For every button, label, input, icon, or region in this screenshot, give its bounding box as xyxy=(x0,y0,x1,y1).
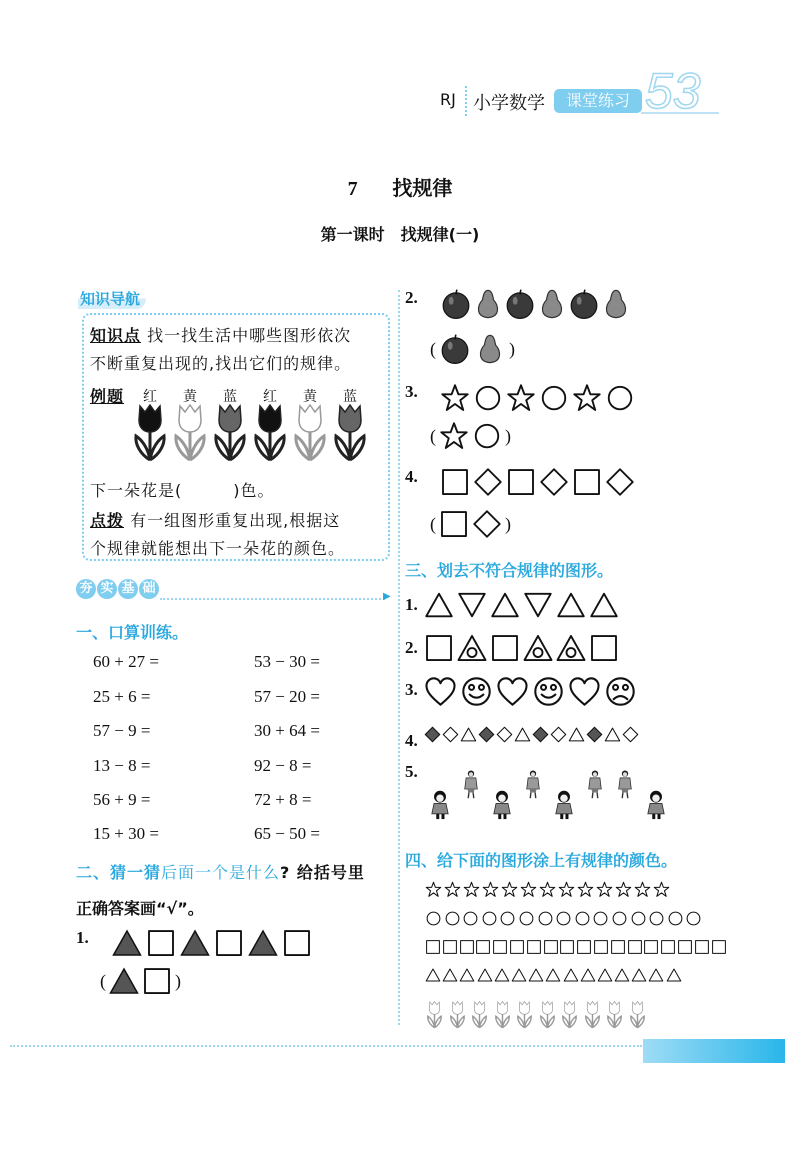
star-icon xyxy=(506,383,536,413)
triangle-filled-icon xyxy=(248,928,278,958)
calc-problem: 30 + 64 = xyxy=(254,721,320,740)
tulip-white-icon xyxy=(605,1000,624,1032)
paren-close: ) xyxy=(509,338,515,359)
triangle-filled-icon xyxy=(112,928,142,958)
basics-banner xyxy=(76,579,159,599)
tri-circle-icon xyxy=(556,633,586,663)
square-icon xyxy=(643,939,659,955)
coloring-row[interactable] xyxy=(425,1000,647,1032)
series-label: RJ xyxy=(440,90,456,109)
triangle-icon xyxy=(580,967,596,983)
diamond-icon xyxy=(473,467,503,497)
diamond-filled-icon xyxy=(586,726,603,743)
calc-problem: 13 − 8 = xyxy=(93,756,151,775)
paren-close: ) xyxy=(505,513,511,534)
chapter-number: 7 xyxy=(347,178,358,200)
badge: 课堂练习 xyxy=(554,89,642,113)
tip-label: 点拨 xyxy=(90,511,125,530)
square-icon xyxy=(142,966,172,996)
calc-problem: 57 − 20 = xyxy=(254,687,320,706)
square-icon xyxy=(559,939,575,955)
section2-item-number: 1. xyxy=(76,928,89,947)
triangle-icon xyxy=(568,726,585,743)
knowledge-point xyxy=(90,323,351,346)
paren-open: ( xyxy=(430,425,436,446)
circle-icon xyxy=(630,910,647,927)
square-icon xyxy=(543,939,559,955)
tulip-white-icon xyxy=(470,1000,489,1032)
color-label: 红 xyxy=(263,390,277,405)
diamond-icon xyxy=(442,726,459,743)
footer-dotted-line xyxy=(10,1045,642,1047)
tulip-white-icon xyxy=(560,1000,579,1032)
calc-problem: 15 + 30 = xyxy=(93,824,159,843)
header-divider xyxy=(465,86,467,116)
square-icon xyxy=(589,633,619,663)
triangle-icon xyxy=(514,726,531,743)
basics-label-char: 实 xyxy=(97,579,117,599)
section2-sequence xyxy=(440,383,635,413)
section2-title-line2: 正确答案画“√”。 xyxy=(76,899,204,918)
section2-answer-option[interactable] xyxy=(430,333,515,365)
section2-sequence xyxy=(440,467,635,497)
coloring-row[interactable] xyxy=(425,939,727,955)
triangle-icon xyxy=(442,967,458,983)
color-label: 红 xyxy=(143,390,157,405)
paren-open: ( xyxy=(430,338,436,359)
frown-icon xyxy=(604,675,637,708)
circle-icon xyxy=(499,910,516,927)
section2-title xyxy=(76,860,365,883)
flower-row xyxy=(130,402,370,474)
calc-problem: 56 + 9 = xyxy=(93,790,151,809)
calc-problem: 65 − 50 = xyxy=(254,824,320,843)
circle-icon xyxy=(592,910,609,927)
tulip-white-icon xyxy=(170,402,210,474)
color-label: 黄 xyxy=(183,390,197,405)
pear-icon xyxy=(472,288,504,320)
star-icon xyxy=(634,881,651,898)
tulip-white-icon xyxy=(583,1000,602,1032)
diamond-filled-icon xyxy=(532,726,549,743)
heart-icon xyxy=(496,675,529,708)
circle-icon xyxy=(605,383,635,413)
circle-icon xyxy=(685,910,702,927)
tip-text: 有一组图形重复出现,根据这 xyxy=(130,511,341,530)
square-icon xyxy=(610,939,626,955)
star-icon xyxy=(463,881,480,898)
tip xyxy=(90,508,340,531)
circle-icon xyxy=(473,383,503,413)
triangle-icon xyxy=(589,590,619,620)
diamond-icon xyxy=(496,726,513,743)
square-icon xyxy=(506,467,536,497)
diamond-icon xyxy=(550,726,567,743)
tulip-white-icon xyxy=(628,1000,647,1032)
section3-title: 三、划去不符合规律的图形。 xyxy=(405,561,614,580)
tip-line2: 个规律就能想出下一朵花的颜色。 xyxy=(90,539,346,558)
square-icon xyxy=(425,939,441,955)
triangle-icon xyxy=(424,590,454,620)
circle-icon xyxy=(539,383,569,413)
star-icon xyxy=(520,881,537,898)
square-icon xyxy=(660,939,676,955)
triangle-icon xyxy=(597,967,613,983)
woman-icon xyxy=(611,770,639,834)
pear-icon xyxy=(536,288,568,320)
section2-answer-option[interactable] xyxy=(100,966,181,996)
apple-icon xyxy=(568,288,600,320)
triangle-icon xyxy=(614,967,630,983)
coloring-row[interactable] xyxy=(425,967,682,983)
star-icon xyxy=(501,881,518,898)
tulip-white-icon xyxy=(515,1000,534,1032)
diamond-filled-icon xyxy=(424,726,441,743)
circle-icon xyxy=(611,910,628,927)
section2-sequence xyxy=(112,928,312,958)
section1-title: 一、口算训练。 xyxy=(76,623,189,642)
square-icon xyxy=(475,939,491,955)
circle-icon xyxy=(518,910,535,927)
coloring-row[interactable] xyxy=(425,881,670,898)
basics-arrow-head: ▶ xyxy=(383,591,391,602)
square-icon xyxy=(440,467,470,497)
tri-circle-icon xyxy=(523,633,553,663)
woman-icon xyxy=(457,770,485,834)
diamond-filled-icon xyxy=(478,726,495,743)
knowledge-point-line2: 不断重复出现的,找出它们的规律。 xyxy=(90,354,352,373)
circle-icon xyxy=(667,910,684,927)
page-number: 53 xyxy=(645,63,701,119)
triangle-icon xyxy=(648,967,664,983)
lesson-title: 第一课时 找规律(一) xyxy=(320,225,480,244)
knowledge-point-text: 找一找生活中哪些图形依次 xyxy=(147,326,352,345)
chapter-name: 找规律 xyxy=(392,176,453,200)
star-icon xyxy=(439,421,469,451)
star-icon xyxy=(596,881,613,898)
section4-title: 四、给下面的图形涂上有规律的颜色。 xyxy=(405,851,678,870)
square-icon xyxy=(214,928,244,958)
chapter-title xyxy=(0,172,800,201)
paren-open: ( xyxy=(430,513,436,534)
girl-icon xyxy=(487,790,517,834)
section2-item-number: 2. xyxy=(405,288,418,307)
triangle-icon xyxy=(666,967,682,983)
calc-problem: 60 + 27 = xyxy=(93,652,159,671)
header-underline xyxy=(641,112,719,114)
square-icon xyxy=(490,633,520,663)
knowledge-label: 知识导航 xyxy=(78,288,146,309)
section2-item-number: 3. xyxy=(405,382,418,401)
calc-problem: 72 + 8 = xyxy=(254,790,312,809)
girl-icon xyxy=(549,790,579,834)
triangle-filled-icon xyxy=(109,966,139,996)
tulip-white-icon xyxy=(448,1000,467,1032)
apple-icon xyxy=(439,333,471,365)
example-label: 例题 xyxy=(90,387,125,406)
heart-icon xyxy=(424,675,457,708)
section3-item-number: 5. xyxy=(405,762,418,781)
circle-icon xyxy=(472,421,502,451)
woman-icon xyxy=(519,770,547,834)
girl-icon xyxy=(641,790,671,834)
star-icon xyxy=(577,881,594,898)
section3-sequence[interactable] xyxy=(425,770,671,834)
girl-icon xyxy=(425,790,455,834)
circle-icon xyxy=(648,910,665,927)
square-icon xyxy=(711,939,727,955)
triangle-icon xyxy=(460,726,477,743)
square-icon xyxy=(146,928,176,958)
section3-sequence[interactable] xyxy=(424,726,639,743)
subject-label: 小学数学 xyxy=(473,93,545,114)
smile-icon xyxy=(460,675,493,708)
color-label: 蓝 xyxy=(343,390,357,405)
tulip-gray-icon xyxy=(330,402,370,474)
triangle-icon xyxy=(556,590,586,620)
basics-arrow-line xyxy=(160,598,385,600)
star-icon xyxy=(653,881,670,898)
triangle-icon xyxy=(631,967,647,983)
triangle-icon xyxy=(511,967,527,983)
star-icon xyxy=(539,881,556,898)
apple-icon xyxy=(504,288,536,320)
diamond-icon xyxy=(472,509,502,539)
square-icon xyxy=(593,939,609,955)
triangle-down-icon xyxy=(457,590,487,620)
circle-icon xyxy=(481,910,498,927)
pear-icon xyxy=(600,288,632,320)
section3-item-number: 4. xyxy=(405,731,418,750)
triangle-filled-icon xyxy=(180,928,210,958)
triangle-icon xyxy=(477,967,493,983)
footer-bar xyxy=(643,1039,785,1063)
star-icon xyxy=(572,383,602,413)
square-icon xyxy=(439,509,469,539)
square-icon xyxy=(492,939,508,955)
triangle-icon xyxy=(459,967,475,983)
paren-close: ) xyxy=(505,425,511,446)
section2-answer-option[interactable] xyxy=(430,421,511,451)
square-icon xyxy=(694,939,710,955)
circle-icon xyxy=(462,910,479,927)
section3-sequence[interactable] xyxy=(424,590,619,620)
pear-icon xyxy=(474,333,506,365)
tulip-white-icon xyxy=(425,1000,444,1032)
circle-icon xyxy=(537,910,554,927)
star-icon xyxy=(615,881,632,898)
column-divider xyxy=(398,290,400,1025)
section2-title-a: 二、猜一猜 xyxy=(76,863,162,882)
triangle-icon xyxy=(545,967,561,983)
color-label: 蓝 xyxy=(223,390,237,405)
triangle-icon xyxy=(490,590,520,620)
triangle-down-icon xyxy=(523,590,553,620)
tulip-gray-icon xyxy=(210,402,250,474)
section2-title-c: ? 给括号里 xyxy=(280,863,365,882)
square-icon xyxy=(627,939,643,955)
diamond-icon xyxy=(622,726,639,743)
smile-icon xyxy=(532,675,565,708)
section2-title-b: 后面一个是什么 xyxy=(161,863,281,882)
basics-label-char: 基 xyxy=(118,579,138,599)
diamond-icon xyxy=(605,467,635,497)
star-icon xyxy=(425,881,442,898)
section2-item-number: 4. xyxy=(405,467,418,486)
basics-label-char: 夯 xyxy=(76,579,96,599)
tulip-black-icon xyxy=(130,402,170,474)
section3-item-number: 3. xyxy=(405,680,418,699)
square-icon xyxy=(282,928,312,958)
paren-open: ( xyxy=(100,970,106,991)
square-icon xyxy=(572,467,602,497)
section3-item-number: 2. xyxy=(405,638,418,657)
tulip-white-icon xyxy=(493,1000,512,1032)
calc-problem: 57 − 9 = xyxy=(93,721,151,740)
triangle-icon xyxy=(528,967,544,983)
star-icon xyxy=(440,383,470,413)
apple-icon xyxy=(440,288,472,320)
circle-icon xyxy=(425,910,442,927)
star-icon xyxy=(444,881,461,898)
coloring-row[interactable] xyxy=(425,910,702,927)
section3-item-number: 1. xyxy=(405,595,418,614)
square-icon xyxy=(442,939,458,955)
basics-label-char: 础 xyxy=(139,579,159,599)
diamond-icon xyxy=(539,467,569,497)
square-icon xyxy=(459,939,475,955)
tulip-black-icon xyxy=(250,402,290,474)
section3-sequence[interactable] xyxy=(424,675,637,708)
star-icon xyxy=(558,881,575,898)
square-icon xyxy=(526,939,542,955)
square-icon xyxy=(424,633,454,663)
heart-icon xyxy=(568,675,601,708)
circle-icon xyxy=(444,910,461,927)
section3-sequence[interactable] xyxy=(424,633,619,663)
calc-problem: 92 − 8 = xyxy=(254,756,312,775)
square-icon xyxy=(509,939,525,955)
triangle-icon xyxy=(425,967,441,983)
triangle-icon xyxy=(604,726,621,743)
section2-sequence xyxy=(440,288,632,320)
square-icon xyxy=(677,939,693,955)
tri-circle-icon xyxy=(457,633,487,663)
circle-icon xyxy=(555,910,572,927)
square-icon xyxy=(576,939,592,955)
woman-icon xyxy=(581,770,609,834)
example-question: 下一朵花是( )色。 xyxy=(90,481,275,500)
triangle-icon xyxy=(563,967,579,983)
triangle-icon xyxy=(494,967,510,983)
star-icon xyxy=(482,881,499,898)
tulip-white-icon xyxy=(290,402,330,474)
calc-problem: 25 + 6 = xyxy=(93,687,151,706)
tulip-white-icon xyxy=(538,1000,557,1032)
calc-problem: 53 − 30 = xyxy=(254,652,320,671)
circle-icon xyxy=(574,910,591,927)
paren-close: ) xyxy=(175,970,181,991)
knowledge-point-label: 知识点 xyxy=(90,326,142,345)
color-label: 黄 xyxy=(303,390,317,405)
section2-answer-option[interactable] xyxy=(430,509,511,539)
